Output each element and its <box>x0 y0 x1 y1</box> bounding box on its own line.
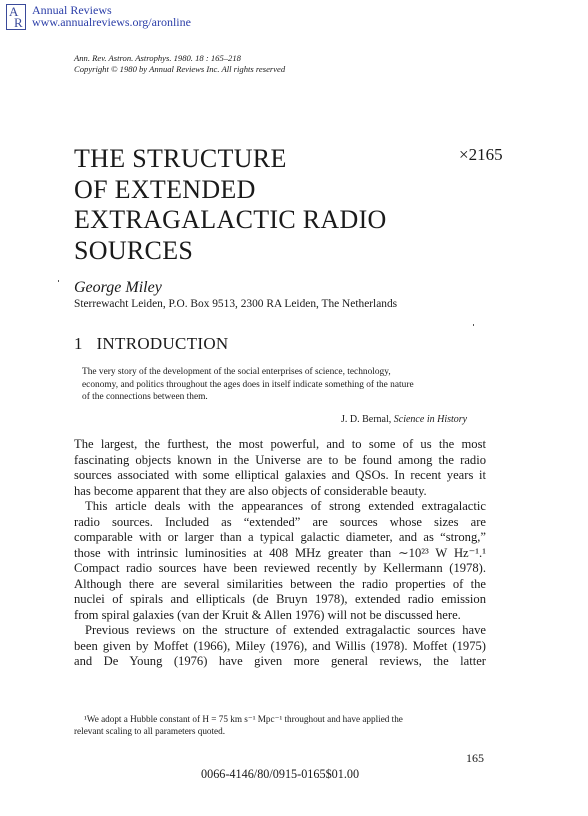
epigraph-source: Science in History <box>393 414 468 425</box>
title-line: THE STRUCTURE <box>74 144 287 173</box>
title-line: EXTRAGALACTIC RADIO <box>74 205 387 234</box>
body-line: Although there are several similarities between the radio properties of the <box>74 576 486 591</box>
body-text <box>74 437 486 670</box>
scan-mark <box>58 280 59 282</box>
body-line: sources associated with some elliptical galaxies and QSOs. In recent years it <box>74 468 486 482</box>
annual-reviews-logo: A R <box>6 4 26 30</box>
footnote-line: relevant scaling to all parameters quoted. <box>74 726 226 736</box>
title-line: SOURCES <box>74 235 194 265</box>
article-title <box>74 144 387 266</box>
body-line: those with intrinsic luminosities at 408 MHz greater than ∼10²³ W Hz⁻¹.¹ <box>74 545 486 560</box>
author-affiliation: Sterrewacht Leiden, P.O. Box 9513, 2300 RA Leiden, The Netherlands <box>74 298 398 310</box>
body-line: and De Young (1976) have given more general reviews, the latter <box>74 654 486 668</box>
body-line: has become apparent that they are also objects of considerable beauty. <box>74 483 427 498</box>
article-number: ×2165 <box>459 145 503 164</box>
article-code: 0066-4146/80/0915-0165$01.00 <box>201 767 360 781</box>
section-title: INTRODUCTION <box>96 334 229 353</box>
scan-mark <box>473 324 474 326</box>
epigraph-line: The very story of the development of the social enterprises of science, technology, <box>82 367 391 377</box>
body-line: comparable with or larger than a typical galactic diameter, and as “strong,” <box>74 530 486 544</box>
epigraph <box>82 366 482 404</box>
body-line: Compact radio sources have been reviewed recently by Kellermann (1978). <box>74 561 486 575</box>
copyright-notice: Copyright © 1980 by Annual Reviews Inc. All rights reserved <box>74 64 286 74</box>
epigraph-attribution <box>341 414 467 425</box>
body-line: from spiral galaxies (van der Kruit & Allen 1976) will not be discussed here. <box>74 607 461 622</box>
epigraph-line: economy, and politics throughout the ages does in itself indicate something of the nature <box>82 379 414 390</box>
body-line: been given by Moffet (1966), Miley (1976), and Willis (1978). Moffet (1975) <box>74 638 486 653</box>
title-line: OF EXTENDED <box>74 174 256 204</box>
page-number: 165 <box>466 751 484 765</box>
section-heading <box>74 334 229 354</box>
epigraph-author: J. D. Bernal, <box>341 414 392 425</box>
body-line: radio sources. Included as “extended” are sources whose sizes are <box>74 514 486 529</box>
publisher-url-link[interactable]: www.annualreviews.org/aronline <box>32 15 191 29</box>
body-line: The largest, the furthest, the most powerful, and to some of us the most <box>74 437 486 451</box>
author-name: George Miley <box>74 279 162 296</box>
footnote-line: ¹We adopt a Hubble constant of H = 75 km s⁻¹ Mpc⁻¹ throughout and have applied the <box>84 714 403 724</box>
journal-citation: Ann. Rev. Astron. Astrophys. 1980. 18 : 165–218 <box>74 53 241 63</box>
publisher-name-link[interactable]: Annual Reviews <box>32 3 112 17</box>
epigraph-line: of the connections between them. <box>82 392 208 402</box>
body-line: Previous reviews on the structure of extended extragalactic sources have <box>85 623 486 637</box>
body-line: fascinating objects known in the Universe are to be found among the radio <box>74 452 486 467</box>
body-line: nuclei of spirals and ellipticals (de Bruyn 1978), extended radio emission <box>74 592 486 606</box>
section-number: 1 <box>74 334 83 353</box>
footnote <box>74 713 486 737</box>
body-line: This article deals with the appearances of strong extended extragalactic <box>85 499 486 513</box>
